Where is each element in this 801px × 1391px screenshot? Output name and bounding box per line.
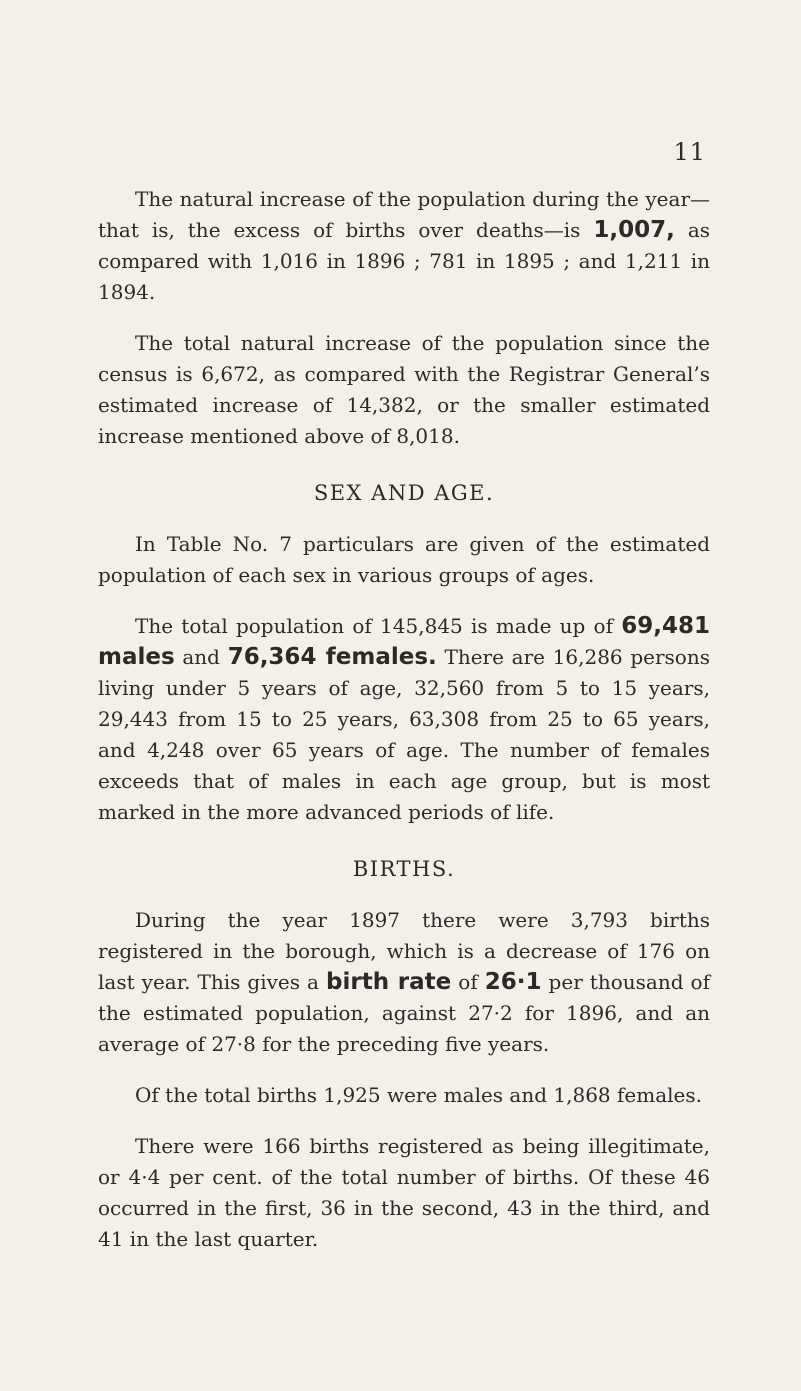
heading-births: BIRTHS.	[352, 857, 456, 881]
text-run: The natural increase of the population during the year—that is, the excess of births over deaths—is	[98, 187, 710, 242]
paragraph-table-seven: In Table No. 7 particulars are given of the estimated population of each sex in various groups of ages.	[98, 532, 710, 587]
page-number: 11	[673, 138, 706, 166]
paragraph-total-increase: The total natural increase of the population since the census is 6,672, as compared with the Registrar General’s estimated increase of 14,382, or the smaller estimated increase mentioned above of 8,018.	[98, 331, 710, 448]
text-run: of	[451, 970, 485, 994]
bold-birth-rate: birth rate	[326, 969, 452, 995]
text-run: During the year 1897 there were 3,793 births registered in the borough, which is a decrease of 176 on last year. This gives a	[98, 908, 710, 994]
paragraph-births-registered	[98, 905, 710, 1060]
text-run: per thousand of the estimated population, against 27·2 for 1896, and an average of 27·8 for the preceding five years.	[98, 970, 710, 1056]
bold-females: 76,364 females.	[227, 644, 437, 670]
text-run: The total population of 145,845 is made up of	[135, 614, 622, 638]
paragraph-natural-increase	[98, 184, 710, 308]
text-run: and	[174, 645, 228, 669]
text-run: There are 16,286 persons living under 5 years of age, 32,560 from 5 to 15 years, 29,443 from 15 to 25 years, 63,308 from 25 to 65 years, and 4,248 over 65 years of age. The number of females exceeds that of males in each age group, but is most marked in the more advanced periods of life.	[98, 645, 710, 824]
paragraph-total-population	[98, 611, 710, 828]
text-run: as compared with 1,016 in 1896 ; 781 in 1895 ; and 1,211 in 1894.	[98, 218, 711, 304]
paragraph-illegitimate: There were 166 births registered as being illegitimate, or 4·4 per cent. of the total number of births. Of these 46 occurred in the first, 36 in the second, 43 in the third, and 41 in the last quarter.	[98, 1134, 710, 1251]
bold-males: 69,481 males	[98, 613, 710, 670]
paragraph-births-by-sex: Of the total births 1,925 were males and 1,868 females.	[135, 1083, 702, 1107]
bold-figure: 1,007,	[593, 217, 675, 243]
heading-sex-and-age: SEX AND AGE.	[313, 481, 495, 505]
bold-rate-value: 26·1	[484, 969, 542, 995]
document-page	[98, 140, 710, 1275]
